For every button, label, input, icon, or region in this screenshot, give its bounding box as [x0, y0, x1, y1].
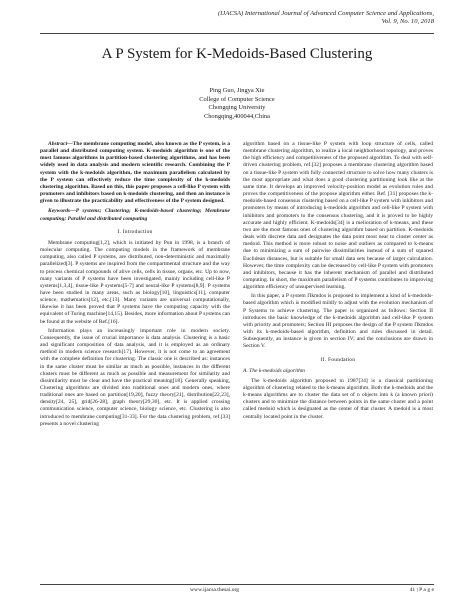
- right-column: [243, 141, 433, 421]
- paper-title: A P System for K-Medoids-Based Clustering: [101, 46, 373, 62]
- footer-url[interactable]: www.ijacsa.thesai.org: [190, 587, 240, 593]
- affiliation-line-1: College of Computer Science: [199, 95, 275, 103]
- keywords: Keywords—P systems; Clustering; K-medoids-based clustering; Membrane computing; Parallel and distributed computing: [40, 208, 230, 222]
- journal-volume: Vol. 9, No. 10, 2018: [381, 18, 434, 25]
- section-heading-foundation: II. Foundation: [320, 356, 356, 363]
- abstract-text: —The membrane computing model, also known as the P system, is a parallel and distributed computing system. K-medoids algorithm is one of the most famous algorithms in partition-based clustering algorithms, and has been widely used in data analysis and modern scientific research. Combining the P system with the k-medoids algorithm, the maximum parallelism calculated by the P system can effectively reduce the time complexity of the k-medoids clustering algorithm. Based on this, this paper proposes a cell-like P system with promoters and inhibitors based on k-medoids clustering, and then an instance is given to illustrate the practicability and effectiveness of the P system designed.: [40, 141, 230, 205]
- body-paragraph: The k-medoids algorithm proposed in 1987[34] is a classical partitioning algorithm of clustering related to the k-means algorithm. Both the k-medoids and the k-means algorithms are to cluster the data set of n objects into k (a known priori) clusters and to minimize the distance between points in the same cluster and a point called medoid which is designated as the center of that cluster. A medoid is a most centrally located point in the cluster.: [243, 377, 433, 420]
- footer-rule: [40, 584, 434, 585]
- journal-header: [74, 10, 434, 26]
- affiliation-line-3: Chongqing,400044,China: [203, 112, 271, 120]
- abstract-label: Abstract: [48, 141, 68, 147]
- body-paragraph: In this paper, a P system Πkmdos is proposed to implement a kind of k-medoids-based algorithm which is modified mildly to adjust with the evolution mechanism of P Systems to achieve clustering. The paper is organized as follows: Section II introduces the basic knowledge of the k-medoids algorithm and cell-like P system with priority and promoters; Section III proposes the design of the P system Πkmdos with its k-medoids-based algorithm, definition and rules discussed in detail. Subsequently, an instance is given in section IV; and the conclusions are drawn in Section V.: [243, 293, 433, 350]
- author-names: Ping Guo, Jingya Xie: [209, 87, 265, 94]
- subsection-heading-kmedoids: A. The k-medoids algorithm: [243, 367, 305, 374]
- body-paragraph: algorithm based on a tissue-like P system with loop structure of cells, called membrane clustering algorithm, to realize a local neighborhood topology, and proves the high efficiency and competitiveness of the proposed algorithm. To deal with self-driven clustering problem, ref.[32] proposes a membrane clustering algorithm based on a tissue-like P system with fully connected structure to solve how many clusters is the most appropriate and what does a good clustering partitioning look like at the same time. It develops an improved velocity-position model as evolution rules and proves the competitiveness of the propose algorithm either. Ref. [31] proposes the k-medoids-based consensus clustering based on a cell-like P system with inhibitors and promoters by means of introducing k-medoids algorithm and cell-like P system with inhibitors and promoters to the consensus clustering, and it is proved to be highly accurate and highly efficient. K-medoids[34] is a melioration of k-means, and these two are the most famous ones of clustering algorithm based on partition. K-medoids deals with discrete data and designates the data point most near to cluster center as medoid. This method is more robust to noise and outliers as compared to k-means due to minimizing a sum of pairwise dissimilarities instead of a sum of squared Euclidean distances, but is suitable for small data sets because of larger calculation. However, the time complexity can be decreased by cell-like P system with promoters and inhibitors, because it has the inherent mechanism of parallel and distributed computing. In short, the maximum parallelism of P systems contributes to improving algorithm efficiency of unsupervised learning.: [243, 141, 433, 291]
- body-paragraph: Membrane computing[1,2], which is initiated by Pun in 1998, is a branch of molecular computing. The computing models in the framework of membrane computing, also called P systems, are distributed, non-deterministic and maximally parallelized[3]. P systems are inspired from the compartmental structure and the way to process chemical compounds of alive cells, cells in tissue, organs, etc. Up to now, many variants of P systems have been investigated, mainly including cell-like P systems[1,3,4], tissue-like P systems[5-7] and neural-like P systems[8,9]. P systems have been studied in many areas, such as biology[10], linguistics[11], computer science, mathematics[12], etc.[13]. Many variants are universal computationally, likewise it has been proved that P systems have the computing capacity with the equivalent of Turing machine[14,15]. Besides, more information about P systems can be found at the website of Ref.[16].: [40, 239, 230, 325]
- header-rule: [40, 33, 434, 34]
- author-block: [40, 87, 434, 121]
- journal-name: (IJACSA) International Journal of Advanced Computer Science and Applications,: [217, 10, 434, 17]
- left-column: [40, 141, 230, 428]
- page-number: 41 | P a g e: [409, 587, 434, 593]
- body-paragraph: Information plays an increasingly important role in modern society. Consequently, the issue of crucial importance is data analysis. Clustering is a basic and significant composition of data analysis, and it is employed as an ordinary method in modern science research[17]. However, it is not come to an agreement with the complete definition for clustering. The classic one is described as: instances in the same cluster must be similar as much as possible, instances in the different clusters must be different as much as possible and measurement for similarity and dissimilarity must be clear and have the practical meaning[18]. Generally speaking, Clustering algorithms are divided into traditional ones and modern ones, where traditional ones are based on partition[19,20], fuzzy theory[21], distribution[22,23], density[24, 25], grid[26-28], graph theory[29,30], etc. It is applied crossing communication science, computer science, biology science, etc. Clustering is also introduced to membrane computing[31-33]. For the data clustering problem, ref.[33] presents a novel clustering: [40, 327, 230, 427]
- abstract: [40, 141, 230, 205]
- affiliation-line-2: Chongqing University: [208, 104, 266, 112]
- section-heading-introduction: I. Introduction: [117, 228, 153, 235]
